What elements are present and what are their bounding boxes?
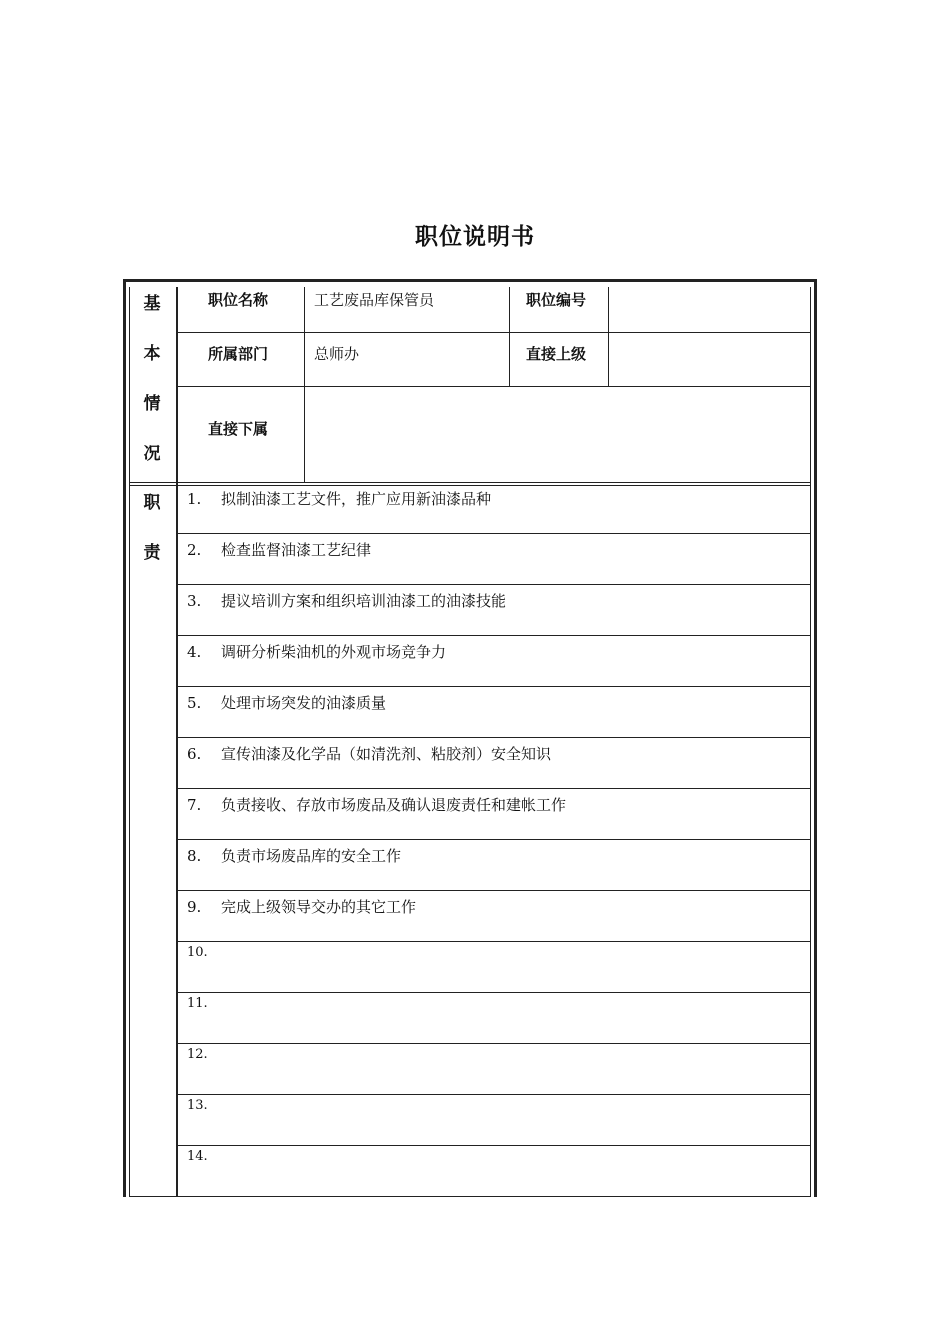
- duty-text: 负责市场废品库的安全工作: [221, 847, 402, 865]
- basic-col-divider-2: [509, 287, 510, 387]
- duty-row-divider: [178, 686, 811, 687]
- duty-item: [187, 845, 401, 866]
- table-right-border: [814, 279, 817, 1197]
- duty-text: 处理市场突发的油漆质量: [221, 694, 387, 712]
- duty-number: 2.: [187, 541, 202, 559]
- duty-item: [187, 1149, 208, 1164]
- duty-number: 3.: [187, 592, 202, 610]
- table-bottom-border: [129, 1196, 811, 1197]
- duty-number: 1.: [187, 490, 202, 508]
- position-code-label: 职位编号: [526, 291, 587, 309]
- duty-row-divider: [178, 839, 811, 840]
- duty-item: [187, 896, 416, 917]
- duty-number: 6.: [187, 745, 202, 763]
- department-value: 总师办: [314, 345, 360, 363]
- basic-row-divider-2: [178, 386, 811, 387]
- duty-number: 4.: [187, 643, 202, 661]
- duty-row-divider: [178, 788, 811, 789]
- duties-section-char: 责: [143, 543, 161, 563]
- duty-row-divider: [178, 1043, 811, 1044]
- duty-item: [187, 488, 491, 509]
- duty-number: 12.: [187, 1047, 208, 1062]
- duty-text: 提议培训方案和组织培训油漆工的油漆技能: [221, 592, 507, 610]
- section-column-divider: [176, 287, 178, 1197]
- duty-number: 14.: [187, 1149, 208, 1164]
- duty-item: [187, 692, 386, 713]
- duty-text: 调研分析柴油机的外观市场竞争力: [221, 643, 447, 661]
- duty-item: [187, 743, 551, 764]
- duty-text: 宣传油漆及化学品（如清洗剂、粘胶剂）安全知识: [221, 745, 552, 763]
- duty-number: 13.: [187, 1098, 208, 1113]
- duty-number: 8.: [187, 847, 202, 865]
- section-divider-top: [129, 482, 811, 483]
- duty-text: 拟制油漆工艺文件，推广应用新油漆品种: [221, 490, 492, 508]
- duty-row-divider: [178, 584, 811, 585]
- duty-row-divider: [178, 1094, 811, 1095]
- duty-row-divider: [178, 992, 811, 993]
- duty-item: [187, 1047, 208, 1062]
- duty-number: 11.: [187, 996, 208, 1011]
- basic-col-divider-1: [304, 287, 305, 483]
- duty-item: [187, 996, 208, 1011]
- duty-text: 完成上级领导交办的其它工作: [221, 898, 417, 916]
- duty-item: [187, 1098, 208, 1113]
- table-top-border: [123, 279, 817, 282]
- duty-item: [187, 945, 208, 960]
- duty-number: 5.: [187, 694, 202, 712]
- duty-row-divider: [178, 737, 811, 738]
- table-left-border: [123, 279, 126, 1197]
- basic-section-char: 况: [143, 444, 161, 464]
- duty-text: 负责接收、存放市场废品及确认退废责任和建帐工作: [221, 796, 567, 814]
- basic-col-divider-3: [608, 287, 609, 387]
- supervisor-label: 直接上级: [526, 345, 587, 363]
- basic-section-char: 本: [143, 344, 161, 364]
- position-name-label: 职位名称: [208, 291, 269, 309]
- position-name-value: 工艺废品库保管员: [314, 291, 435, 309]
- table-left-inner-border: [129, 287, 130, 1197]
- duty-row-divider: [178, 1145, 811, 1146]
- department-label: 所属部门: [208, 345, 269, 363]
- duty-item: [187, 590, 506, 611]
- subordinates-label: 直接下属: [208, 420, 269, 438]
- duty-text: 检查监督油漆工艺纪律: [221, 541, 372, 559]
- duty-number: 9.: [187, 898, 202, 916]
- duty-row-divider: [178, 635, 811, 636]
- duty-row-divider: [178, 533, 811, 534]
- duty-item: [187, 641, 446, 662]
- duty-number: 10.: [187, 945, 208, 960]
- basic-row-divider-1: [178, 332, 811, 333]
- duties-section-char: 职: [143, 493, 161, 513]
- duty-item: [187, 539, 371, 560]
- duty-row-divider: [178, 890, 811, 891]
- duty-number: 7.: [187, 796, 202, 814]
- page-title: 职位说明书: [415, 224, 535, 250]
- table-right-inner-border: [810, 287, 811, 1197]
- basic-section-char: 情: [143, 394, 161, 414]
- duty-item: [187, 794, 566, 815]
- duty-row-divider: [178, 941, 811, 942]
- basic-section-char: 基: [143, 294, 161, 314]
- section-divider-bottom: [129, 485, 811, 486]
